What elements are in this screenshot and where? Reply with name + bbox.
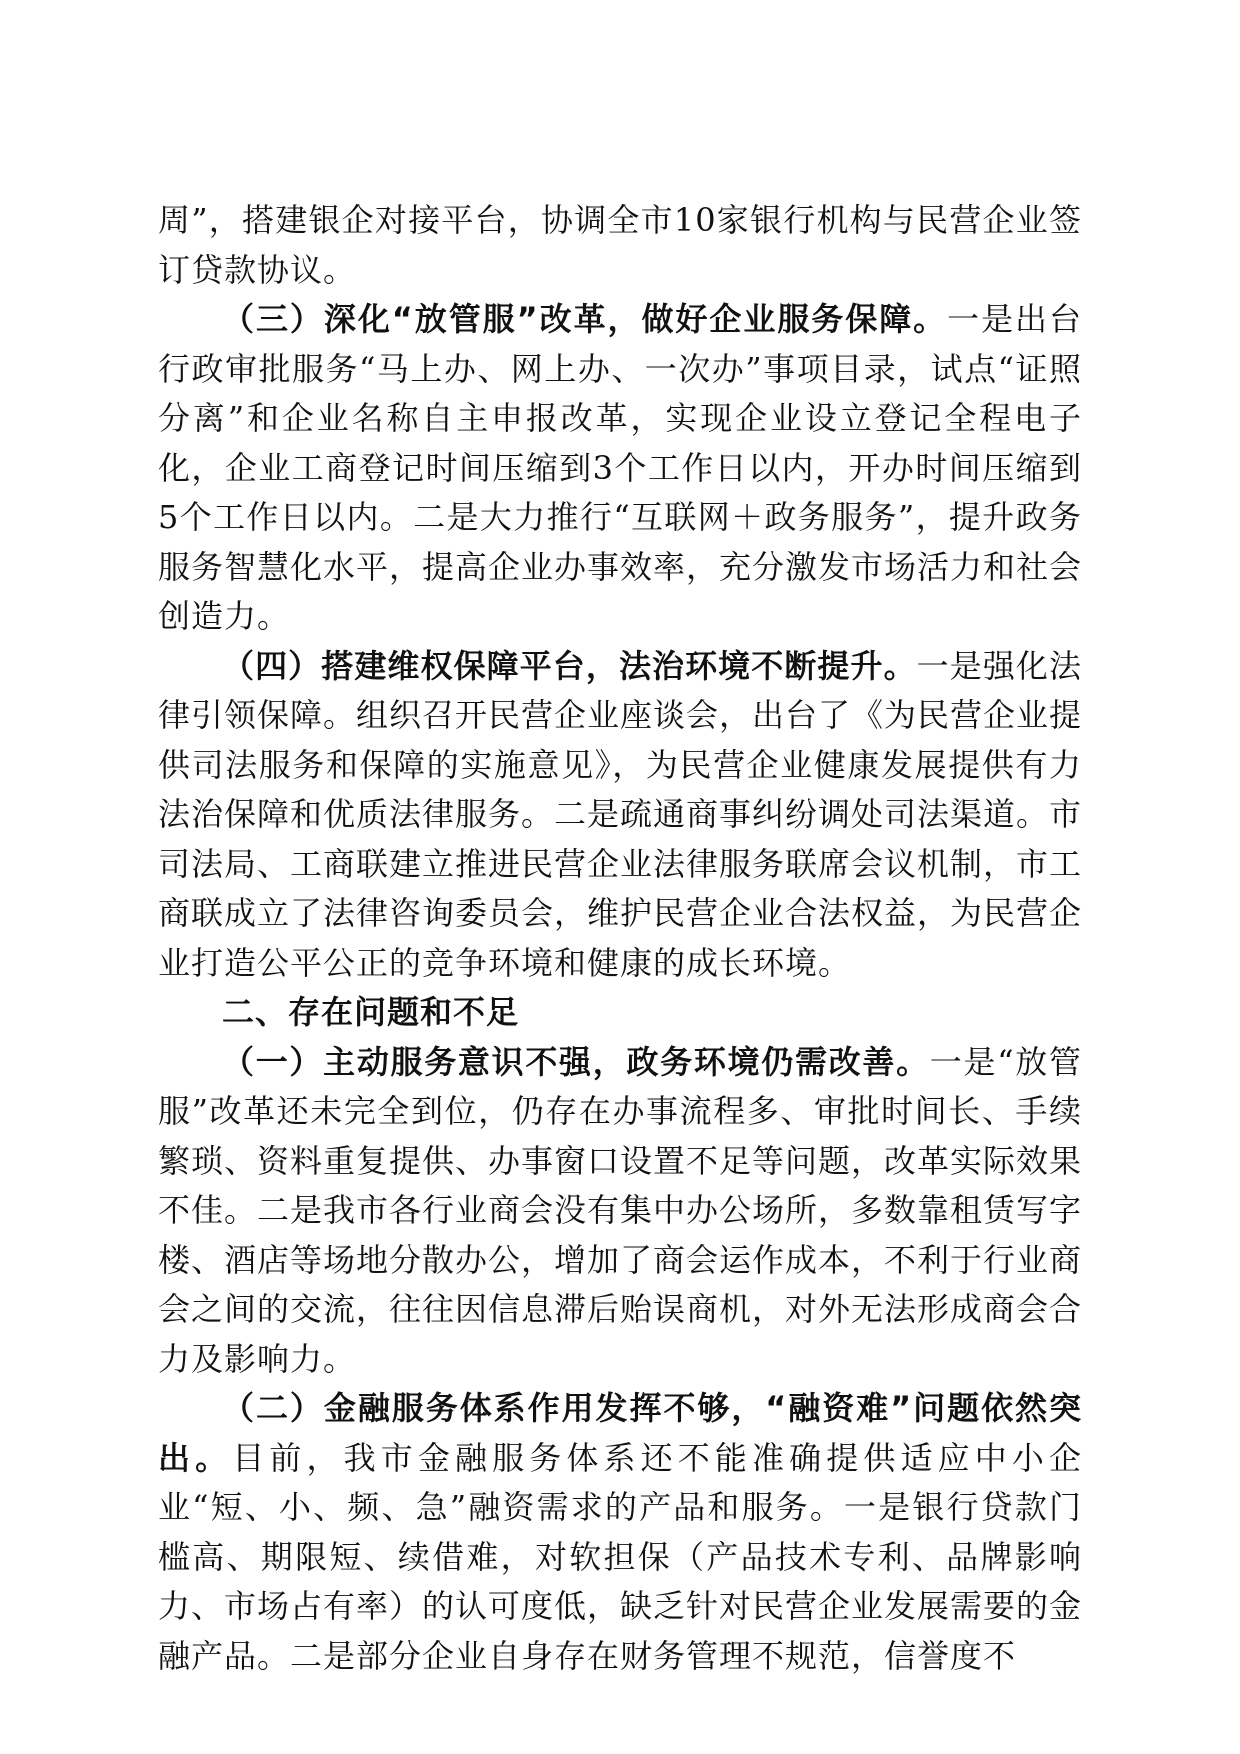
paragraph-service-reform [158, 295, 1082, 642]
paragraph-financing [158, 1384, 1082, 1681]
paragraph-text: 一是“放管服”改革还未完全到位，仍存在办事流程多、审批时间长、手续繁琐、资料重复提供、办事窗口设置不足等问题，改革实际效果不佳。二是我市各行业商会没有集中办公场所，多数靠租赁写字楼、酒店等场地分散办公，增加了商会运作成本，不利于行业商会之间的交流，往往因信息滞后贻误商机，对外无法形成商会合力及影响力。 [158, 1042, 1083, 1378]
paragraph-service-awareness [158, 1038, 1082, 1385]
paragraph-continuation [158, 196, 1082, 295]
paragraph-lead: （一）主动服务意识不强，政务环境仍需改善。 [222, 1042, 930, 1081]
paragraph-lead: （三）深化“放管服”改革，做好企业服务保障。 [222, 300, 948, 338]
paragraph-text: 目前，我市金融服务体系还不能准确提供适应中小企业“短、小、频、急”融资需求的产品和服务。一是银行贷款门槛高、期限短、续借难，对软担保（产品技术专利、品牌影响力、市场占有率）的认可度低，缺乏针对民营企业发展需要的金融产品。二是部分企业自身存在财务管理不规范，信誉度不 [158, 1438, 1083, 1675]
paragraph-text: 一是出台行政审批服务“马上办、网上办、一次办”事项目录，试点“证照分离”和企业名称自主申报改革，实现企业设立登记全程电子化，企业工商登记时间压缩到3个工作日以内，开办时间压缩到5个工作日以内。二是大力推行“互联网＋政务服务”，提升政务服务智慧化水平，提高企业办事效率，充分激发市场活力和社会创造力。 [158, 300, 1083, 635]
paragraph-text: 一是强化法律引领保障。组织召开民营企业座谈会，出台了《为民营企业提供司法服务和保障的实施意见》，为民营企业健康发展提供有力法治保障和优质法律服务。二是疏通商事纠纷调处司法渠道。市司法局、工商联建立推进民营企业法律服务联席会议机制，市工商联成立了法律咨询委员会，维护民营企业合法权益，为民营企业打造公平公正的竞争环境和健康的成长环境。 [158, 646, 1083, 982]
paragraph-legal-protection [158, 642, 1082, 989]
document-body [158, 196, 1082, 1681]
paragraph-text: 周”，搭建银企对接平台，协调全市10家银行机构与民营企业签订贷款协议。 [158, 201, 1082, 289]
section-heading: 二、存在问题和不足 [222, 993, 520, 1031]
paragraph-lead: （二）金融服务体系作用发挥不够，“融资难”问题依然突出。 [158, 1389, 1082, 1477]
paragraph-lead: （四）搭建维权保障平台，法治环境不断提升。 [222, 646, 917, 685]
